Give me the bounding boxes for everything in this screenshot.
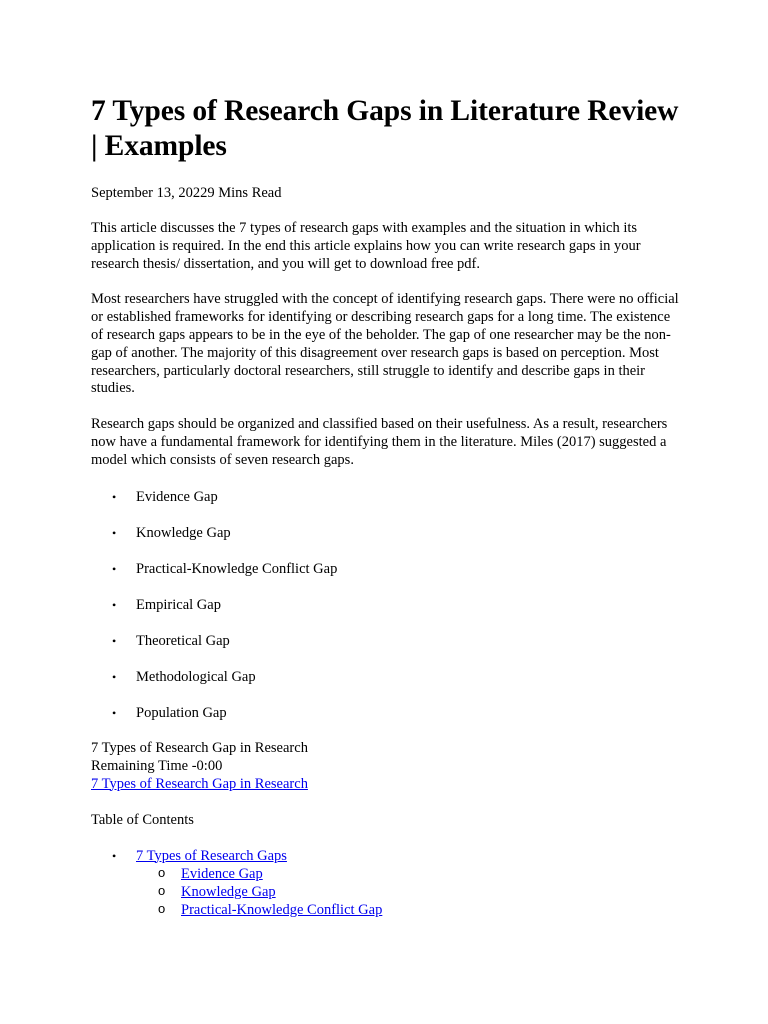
list-item	[91, 668, 681, 686]
list-item	[91, 560, 681, 578]
video-link[interactable]: 7 Types of Research Gap in Research	[91, 775, 308, 792]
page-title: 7 Types of Research Gaps in Literature Review | Examples	[91, 95, 679, 162]
list-item-label: Empirical Gap	[136, 596, 221, 613]
list-item-label: Theoretical Gap	[136, 632, 230, 649]
bullet-icon: •	[112, 848, 117, 863]
video-title: 7 Types of Research Gap in Research	[91, 739, 308, 756]
list-item-label: Methodological Gap	[136, 668, 256, 685]
circle-bullet-icon: o	[158, 864, 166, 880]
toc-sublist	[136, 865, 681, 919]
toc-link-practical-knowledge-conflict-gap[interactable]: Practical-Knowledge Conflict Gap	[181, 901, 383, 918]
bullet-icon: •	[112, 525, 117, 540]
list-item	[91, 488, 681, 506]
body-paragraph: Most researchers have struggled with the concept of identifying research gaps. There were no official or established frameworks for identifying or describing research gaps for a long time. The existence of research gaps appears to be in the eye of the beholder. The gap of one researcher may be the non-gap of another. The majority of this disagreement over research gaps is based on perception. Most researchers, particularly doctoral researchers, still struggle to identify and describe gaps in their studies.	[91, 291, 679, 397]
list-item-label: Evidence Gap	[136, 488, 218, 505]
list-item	[91, 524, 681, 542]
video-remaining-time: Remaining Time -0:00	[91, 757, 223, 774]
video-embed	[91, 739, 681, 793]
bullet-icon: •	[112, 597, 117, 612]
bullet-icon: •	[112, 561, 117, 576]
bullet-icon: •	[112, 705, 117, 720]
intro-paragraph: This article discusses the 7 types of research gaps with examples and the situation in which its application is required. In the end this article explains how you can write research gaps in your research thesis/ dissertation, and you will get to download free pdf.	[91, 220, 641, 272]
bullet-icon: •	[112, 489, 117, 504]
list-item-label: Knowledge Gap	[136, 524, 231, 541]
toc-link-knowledge-gap[interactable]: Knowledge Gap	[181, 883, 276, 900]
gap-types-list	[91, 488, 681, 722]
toc-item	[91, 847, 681, 919]
body-paragraph: Research gaps should be organized and classified based on their usefulness. As a result, researchers now have a fundamental framework for identifying them in the literature. Miles (2017) suggested a model which consists of seven research gaps.	[91, 416, 668, 468]
article	[91, 94, 681, 919]
list-item	[91, 596, 681, 614]
list-item-label: Population Gap	[136, 704, 227, 721]
list-item	[91, 632, 681, 650]
list-item	[91, 704, 681, 722]
toc-heading: Table of Contents	[91, 811, 194, 828]
circle-bullet-icon: o	[158, 882, 166, 898]
bullet-icon: •	[112, 669, 117, 684]
toc-subitem	[136, 883, 681, 901]
toc-link-types[interactable]: 7 Types of Research Gaps	[136, 847, 287, 864]
bullet-icon: •	[112, 633, 117, 648]
toc-subitem	[136, 901, 681, 919]
toc-link-evidence-gap[interactable]: Evidence Gap	[181, 865, 263, 882]
article-meta: September 13, 20229 Mins Read	[91, 185, 282, 201]
list-item-label: Practical-Knowledge Conflict Gap	[136, 560, 338, 577]
table-of-contents	[91, 847, 681, 919]
circle-bullet-icon: o	[158, 900, 166, 916]
toc-subitem	[136, 865, 681, 883]
